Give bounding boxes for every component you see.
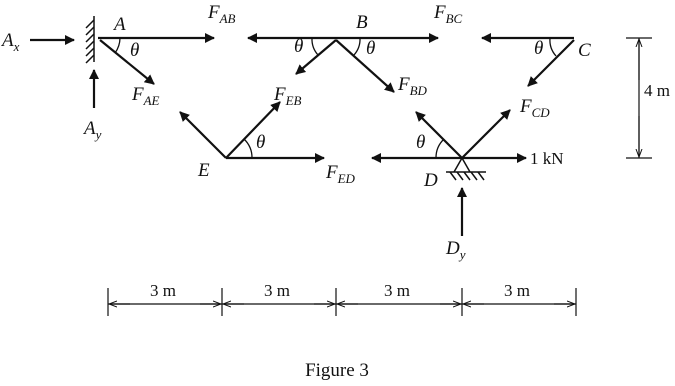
angle-label-b-left: θ: [294, 36, 304, 57]
force-fcd-at-d-arrow: [462, 110, 510, 158]
force-label-fbc: $F_{BC}$: [434, 2, 463, 26]
node-label-a: A: [114, 14, 126, 35]
node-label-d: D: [424, 170, 438, 191]
force-fbd-at-b-arrow: [336, 40, 394, 92]
node-label-c: C: [578, 40, 591, 61]
span-dimension-label-4: 3 m: [504, 281, 530, 300]
angle-arc-b-right: [354, 38, 360, 55]
force-fea-arrow: [180, 112, 226, 158]
angle-arc-a: [115, 38, 120, 53]
node-label-b: B: [356, 12, 368, 33]
force-label-fab: $F_{AB}$: [208, 2, 236, 26]
support-a-hatch: [86, 16, 94, 63]
figure-caption: Figure 3: [305, 360, 369, 381]
force-label-fbd: $F_{BD}$: [398, 74, 427, 98]
angle-arc-b-left: [312, 38, 318, 55]
span-dimension-label-3: 3 m: [384, 281, 410, 300]
angle-arc-e: [244, 139, 252, 158]
force-label-ay: $A_y$: [84, 118, 102, 142]
angle-label-b-right: θ: [366, 38, 376, 59]
force-label-dy: $D_y$: [446, 238, 466, 262]
angle-label-e: θ: [256, 132, 266, 153]
force-fae-arrow: [100, 40, 154, 84]
height-dimension-label: 4 m: [644, 81, 670, 100]
angle-arc-c: [550, 38, 556, 56]
force-label-ax: $A_x$: [2, 30, 20, 54]
node-label-e: E: [198, 160, 210, 181]
span-dimension-label-1: 3 m: [150, 281, 176, 300]
force-label-feb: $F_{EB}$: [274, 84, 302, 108]
angle-label-d: θ: [416, 132, 426, 153]
angle-label-c: θ: [534, 38, 544, 59]
applied-load-label: 1 kN: [530, 149, 564, 168]
force-label-fae: $F_{AE}$: [132, 84, 160, 108]
force-feb-at-e-arrow: [226, 102, 280, 158]
support-d-hatch: [446, 158, 486, 180]
force-label-fed: $F_{ED}$: [326, 162, 355, 186]
force-label-fcd: $F_{CD}$: [520, 96, 550, 120]
span-dimension-label-2: 3 m: [264, 281, 290, 300]
angle-arc-d: [436, 139, 444, 158]
angle-label-a: θ: [130, 40, 140, 61]
